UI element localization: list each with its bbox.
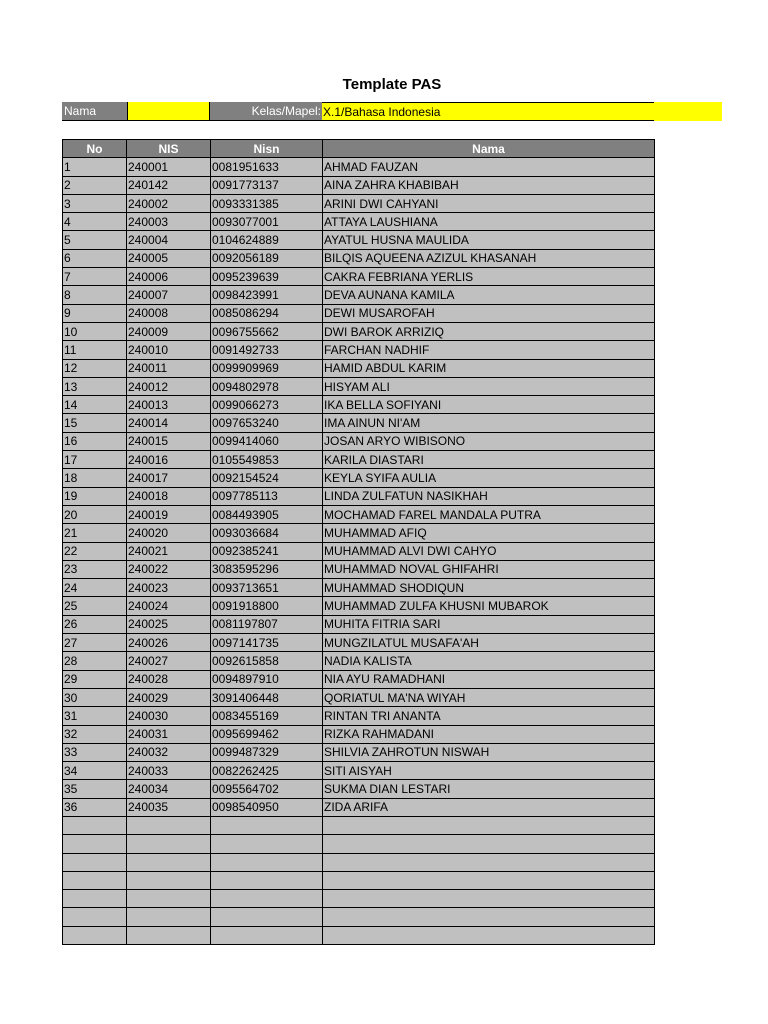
cell-nis[interactable]: 240027 — [127, 652, 211, 670]
cell-nama[interactable]: ATTAYA LAUSHIANA — [323, 213, 655, 231]
cell-no[interactable] — [63, 816, 127, 834]
cell-nisn[interactable] — [211, 871, 323, 889]
cell-nis[interactable]: 240007 — [127, 286, 211, 304]
cell-nis[interactable]: 240019 — [127, 505, 211, 523]
cell-nama[interactable] — [323, 871, 655, 889]
table-row — [63, 359, 655, 377]
cell-nama[interactable]: AINA ZAHRA KHABIBAH — [323, 176, 655, 194]
cell-nama[interactable]: MUHAMMAD NOVAL GHIFAHRI — [323, 560, 655, 578]
cell-nama[interactable]: KARILA DIASTARI — [323, 451, 655, 469]
cell-no[interactable]: 1 — [63, 158, 127, 176]
cell-nisn[interactable]: 0097653240 — [211, 414, 323, 432]
cell-nis[interactable] — [127, 835, 211, 853]
table-row — [63, 524, 655, 542]
cell-no[interactable]: 9 — [63, 304, 127, 322]
cell-nis[interactable]: 240017 — [127, 469, 211, 487]
cell-nama[interactable]: MOCHAMAD FAREL MANDALA PUTRA — [323, 505, 655, 523]
cell-nis[interactable]: 240024 — [127, 597, 211, 615]
cell-nisn[interactable]: 0092154524 — [211, 469, 323, 487]
table-body — [63, 158, 655, 945]
cell-nis[interactable]: 240006 — [127, 268, 211, 286]
table-row — [63, 743, 655, 761]
cell-nama[interactable]: SITI AISYAH — [323, 762, 655, 780]
cell-nis[interactable]: 240003 — [127, 213, 211, 231]
cell-nis[interactable]: 240029 — [127, 688, 211, 706]
cell-nisn[interactable]: 0098423991 — [211, 286, 323, 304]
cell-nama[interactable]: IKA BELLA SOFIYANI — [323, 396, 655, 414]
table-row — [63, 213, 655, 231]
cell-nis[interactable]: 240010 — [127, 341, 211, 359]
table-row — [63, 487, 655, 505]
cell-nisn[interactable]: 0082262425 — [211, 762, 323, 780]
cell-no[interactable]: 21 — [63, 524, 127, 542]
table-row — [63, 286, 655, 304]
table-row — [63, 560, 655, 578]
kelas-mapel-label: Kelas/Mapel: — [210, 102, 322, 121]
cell-nama[interactable]: HAMID ABDUL KARIM — [323, 359, 655, 377]
cell-nis[interactable]: 240005 — [127, 249, 211, 267]
table-row — [63, 688, 655, 706]
cell-nis[interactable]: 240014 — [127, 414, 211, 432]
cell-nis[interactable]: 240008 — [127, 304, 211, 322]
cell-nis[interactable]: 240020 — [127, 524, 211, 542]
cell-nis[interactable]: 240031 — [127, 725, 211, 743]
cell-nama[interactable]: IMA AINUN NI'AM — [323, 414, 655, 432]
cell-no[interactable]: 4 — [63, 213, 127, 231]
cell-nisn[interactable]: 0096755662 — [211, 322, 323, 340]
cell-nama[interactable]: LINDA ZULFATUN NASIKHAH — [323, 487, 655, 505]
table-header-row — [63, 140, 655, 158]
cell-nisn[interactable]: 0093331385 — [211, 194, 323, 212]
table-row — [63, 597, 655, 615]
cell-no[interactable]: 2 — [63, 176, 127, 194]
cell-no[interactable] — [63, 853, 127, 871]
cell-nama[interactable]: MUHAMMAD SHODIQUN — [323, 579, 655, 597]
cell-no[interactable]: 13 — [63, 377, 127, 395]
cell-nisn[interactable] — [211, 908, 323, 926]
cell-nisn[interactable]: 0083455169 — [211, 707, 323, 725]
column-header-nisn[interactable]: Nisn — [211, 140, 323, 158]
table-row — [63, 414, 655, 432]
table-row — [63, 469, 655, 487]
cell-nis[interactable]: 240001 — [127, 158, 211, 176]
cell-nama[interactable]: DEWI MUSAROFAH — [323, 304, 655, 322]
column-header-no[interactable]: No — [63, 140, 127, 158]
cell-no[interactable] — [63, 890, 127, 908]
cell-nisn[interactable]: 0091492733 — [211, 341, 323, 359]
cell-nama[interactable]: KEYLA SYIFA AULIA — [323, 469, 655, 487]
cell-no[interactable]: 5 — [63, 231, 127, 249]
cell-no[interactable] — [63, 835, 127, 853]
cell-no[interactable]: 35 — [63, 780, 127, 798]
cell-nis[interactable] — [127, 871, 211, 889]
cell-no[interactable]: 12 — [63, 359, 127, 377]
cell-no[interactable]: 26 — [63, 615, 127, 633]
cell-nis[interactable]: 240016 — [127, 451, 211, 469]
table-row — [63, 542, 655, 560]
cell-nisn[interactable]: 0105549853 — [211, 451, 323, 469]
table-row — [63, 816, 655, 834]
cell-no[interactable]: 22 — [63, 542, 127, 560]
cell-nis[interactable]: 240023 — [127, 579, 211, 597]
cell-nisn[interactable]: 0081951633 — [211, 158, 323, 176]
cell-nisn[interactable]: 0097141735 — [211, 634, 323, 652]
cell-no[interactable]: 18 — [63, 469, 127, 487]
cell-nis[interactable] — [127, 816, 211, 834]
cell-no[interactable]: 17 — [63, 451, 127, 469]
student-table — [62, 139, 655, 945]
cell-no[interactable]: 14 — [63, 396, 127, 414]
cell-nisn[interactable] — [211, 890, 323, 908]
cell-nis[interactable] — [127, 853, 211, 871]
cell-nisn[interactable]: 0081197807 — [211, 615, 323, 633]
table-row — [63, 908, 655, 926]
cell-nis[interactable]: 240026 — [127, 634, 211, 652]
cell-no[interactable]: 32 — [63, 725, 127, 743]
cell-nama[interactable]: MUNGZILATUL MUSAFA'AH — [323, 634, 655, 652]
cell-no[interactable]: 23 — [63, 560, 127, 578]
cell-nisn[interactable]: 0093077001 — [211, 213, 323, 231]
cell-nama[interactable]: JOSAN ARYO WIBISONO — [323, 432, 655, 450]
cell-no[interactable]: 27 — [63, 634, 127, 652]
cell-nama[interactable]: BILQIS AQUEENA AZIZUL KHASANAH — [323, 249, 655, 267]
cell-nisn[interactable]: 0099066273 — [211, 396, 323, 414]
cell-nisn[interactable]: 0092615858 — [211, 652, 323, 670]
cell-no[interactable]: 20 — [63, 505, 127, 523]
cell-no[interactable]: 15 — [63, 414, 127, 432]
table-row — [63, 670, 655, 688]
table-row — [63, 634, 655, 652]
cell-nis[interactable]: 240142 — [127, 176, 211, 194]
cell-no[interactable]: 29 — [63, 670, 127, 688]
cell-nama[interactable]: MUHAMMAD AFIQ — [323, 524, 655, 542]
table-row — [63, 505, 655, 523]
cell-nisn[interactable]: 0097785113 — [211, 487, 323, 505]
table-row — [63, 231, 655, 249]
cell-nama[interactable]: HISYAM ALI — [323, 377, 655, 395]
table-row — [63, 762, 655, 780]
table-row — [63, 396, 655, 414]
cell-nisn[interactable]: 0091918800 — [211, 597, 323, 615]
table-row — [63, 871, 655, 889]
cell-no[interactable]: 30 — [63, 688, 127, 706]
cell-nisn[interactable]: 3091406448 — [211, 688, 323, 706]
cell-no[interactable] — [63, 908, 127, 926]
cell-nisn[interactable]: 0095239639 — [211, 268, 323, 286]
cell-nama[interactable]: RIZKA RAHMADANI — [323, 725, 655, 743]
table-row — [63, 249, 655, 267]
cell-nis[interactable]: 240034 — [127, 780, 211, 798]
table-row — [63, 268, 655, 286]
cell-nama[interactable]: RINTAN TRI ANANTA — [323, 707, 655, 725]
cell-nis[interactable]: 240011 — [127, 359, 211, 377]
table-row — [63, 451, 655, 469]
info-row — [62, 102, 722, 121]
cell-no[interactable]: 3 — [63, 194, 127, 212]
cell-nisn[interactable]: 3083595296 — [211, 560, 323, 578]
cell-nama[interactable]: ZIDA ARIFA — [323, 798, 655, 816]
cell-nisn[interactable]: 0098540950 — [211, 798, 323, 816]
table-row — [63, 780, 655, 798]
cell-nama[interactable]: SUKMA DIAN LESTARI — [323, 780, 655, 798]
table-row — [63, 176, 655, 194]
table-row — [63, 322, 655, 340]
cell-nama[interactable]: QORIATUL MA'NA WIYAH — [323, 688, 655, 706]
cell-nisn[interactable] — [211, 926, 323, 944]
cell-nisn[interactable]: 0085086294 — [211, 304, 323, 322]
cell-nisn[interactable]: 0092385241 — [211, 542, 323, 560]
cell-nama[interactable] — [323, 835, 655, 853]
cell-nisn[interactable] — [211, 853, 323, 871]
kelas-highlight-extension — [654, 102, 722, 121]
kelas-mapel-value-cell[interactable]: X.1/Bahasa Indonesia — [322, 102, 654, 121]
cell-nama[interactable] — [323, 926, 655, 944]
cell-no[interactable]: 16 — [63, 432, 127, 450]
cell-no[interactable] — [63, 926, 127, 944]
table-row — [63, 798, 655, 816]
cell-nis[interactable]: 240012 — [127, 377, 211, 395]
table-row — [63, 304, 655, 322]
cell-nama[interactable]: DEVA AUNANA KAMILA — [323, 286, 655, 304]
cell-nama[interactable] — [323, 908, 655, 926]
cell-nisn[interactable]: 0095564702 — [211, 780, 323, 798]
cell-nisn[interactable]: 0104624889 — [211, 231, 323, 249]
cell-nis[interactable]: 240015 — [127, 432, 211, 450]
table-row — [63, 890, 655, 908]
cell-nisn[interactable]: 0091773137 — [211, 176, 323, 194]
page-title: Template PAS — [342, 76, 442, 93]
column-header-nis[interactable]: NIS — [127, 140, 211, 158]
cell-nis[interactable]: 240009 — [127, 322, 211, 340]
cell-no[interactable]: 7 — [63, 268, 127, 286]
cell-nis[interactable]: 240018 — [127, 487, 211, 505]
cell-no[interactable]: 19 — [63, 487, 127, 505]
table-row — [63, 377, 655, 395]
cell-no[interactable]: 24 — [63, 579, 127, 597]
cell-nisn[interactable]: 0092056189 — [211, 249, 323, 267]
cell-nis[interactable] — [127, 908, 211, 926]
cell-nis[interactable] — [127, 926, 211, 944]
table-row — [63, 432, 655, 450]
cell-nama[interactable]: MUHAMMAD ALVI DWI CAHYO — [323, 542, 655, 560]
cell-nis[interactable]: 240030 — [127, 707, 211, 725]
table-row — [63, 615, 655, 633]
cell-nis[interactable]: 240021 — [127, 542, 211, 560]
cell-nisn[interactable]: 0084493905 — [211, 505, 323, 523]
cell-nis[interactable]: 240025 — [127, 615, 211, 633]
cell-nisn[interactable]: 0095699462 — [211, 725, 323, 743]
cell-no[interactable]: 28 — [63, 652, 127, 670]
cell-nama[interactable]: SHILVIA ZAHROTUN NISWAH — [323, 743, 655, 761]
cell-no[interactable] — [63, 871, 127, 889]
cell-no[interactable]: 25 — [63, 597, 127, 615]
table-row — [63, 853, 655, 871]
cell-nisn[interactable]: 0093713651 — [211, 579, 323, 597]
cell-nama[interactable]: FARCHAN NADHIF — [323, 341, 655, 359]
cell-nis[interactable]: 240002 — [127, 194, 211, 212]
table-row — [63, 926, 655, 944]
cell-nis[interactable]: 240022 — [127, 560, 211, 578]
cell-no[interactable]: 10 — [63, 322, 127, 340]
cell-nis[interactable]: 240033 — [127, 762, 211, 780]
table-row — [63, 341, 655, 359]
cell-nama[interactable]: AYATUL HUSNA MAULIDA — [323, 231, 655, 249]
cell-nama[interactable] — [323, 816, 655, 834]
cell-nisn[interactable]: 0094802978 — [211, 377, 323, 395]
cell-nisn[interactable] — [211, 835, 323, 853]
table-row — [63, 158, 655, 176]
cell-nisn[interactable]: 0099487329 — [211, 743, 323, 761]
cell-no[interactable]: 11 — [63, 341, 127, 359]
cell-nis[interactable] — [127, 890, 211, 908]
cell-nisn[interactable]: 0099909969 — [211, 359, 323, 377]
cell-nama[interactable]: ARINI DWI CAHYANI — [323, 194, 655, 212]
table-row — [63, 707, 655, 725]
cell-nisn[interactable]: 0094897910 — [211, 670, 323, 688]
nama-label: Nama — [62, 102, 127, 121]
cell-nis[interactable]: 240004 — [127, 231, 211, 249]
cell-no[interactable]: 6 — [63, 249, 127, 267]
column-header-nama[interactable]: Nama — [323, 140, 655, 158]
cell-nama[interactable]: MUHAMMAD ZULFA KHUSNI MUBAROK — [323, 597, 655, 615]
cell-nama[interactable] — [323, 853, 655, 871]
table-row — [63, 194, 655, 212]
cell-nisn[interactable]: 0093036684 — [211, 524, 323, 542]
cell-nama[interactable]: CAKRA FEBRIANA YERLIS — [323, 268, 655, 286]
nama-input-cell[interactable] — [127, 102, 210, 121]
table-row — [63, 579, 655, 597]
cell-nisn[interactable] — [211, 816, 323, 834]
cell-nis[interactable]: 240013 — [127, 396, 211, 414]
cell-no[interactable]: 36 — [63, 798, 127, 816]
cell-nama[interactable]: MUHITA FITRIA SARI — [323, 615, 655, 633]
cell-nama[interactable]: NADIA KALISTA — [323, 652, 655, 670]
cell-no[interactable]: 34 — [63, 762, 127, 780]
cell-no[interactable]: 33 — [63, 743, 127, 761]
cell-nama[interactable]: AHMAD FAUZAN — [323, 158, 655, 176]
table-row — [63, 835, 655, 853]
table-row — [63, 652, 655, 670]
cell-nama[interactable]: DWI BAROK ARRIZIQ — [323, 322, 655, 340]
cell-no[interactable]: 31 — [63, 707, 127, 725]
cell-nis[interactable]: 240035 — [127, 798, 211, 816]
cell-nis[interactable]: 240032 — [127, 743, 211, 761]
cell-no[interactable]: 8 — [63, 286, 127, 304]
cell-nama[interactable] — [323, 890, 655, 908]
cell-nis[interactable]: 240028 — [127, 670, 211, 688]
cell-nisn[interactable]: 0099414060 — [211, 432, 323, 450]
cell-nama[interactable]: NIA AYU RAMADHANI — [323, 670, 655, 688]
table-row — [63, 725, 655, 743]
